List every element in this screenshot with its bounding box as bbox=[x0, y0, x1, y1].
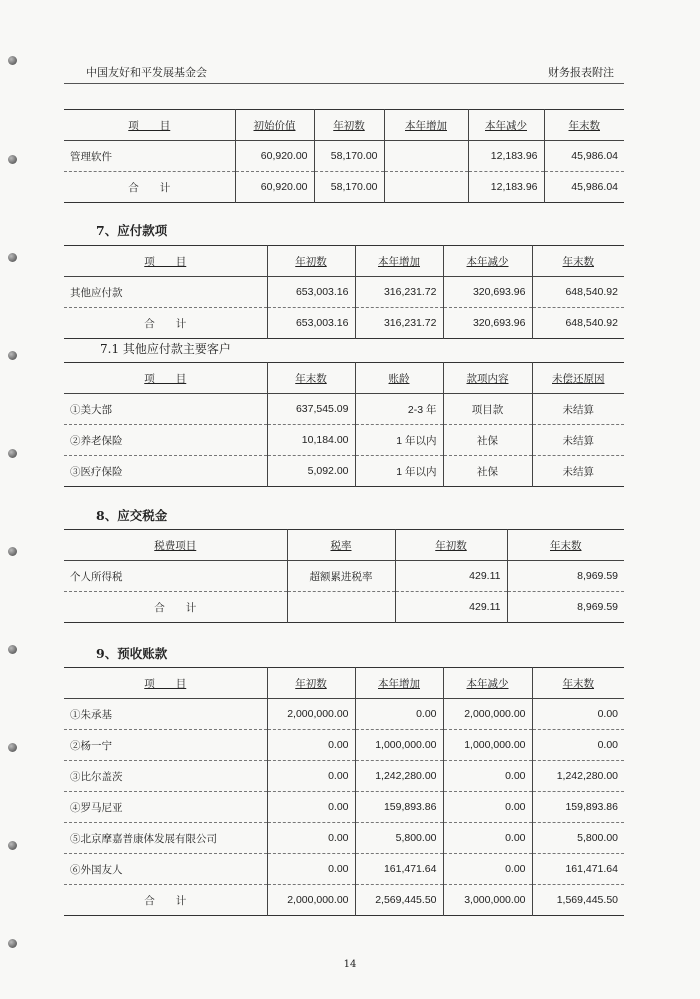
binder-hole bbox=[8, 743, 17, 752]
cell: 其他应付款 bbox=[64, 277, 267, 308]
cell bbox=[384, 172, 468, 203]
cell: 合 计 bbox=[154, 601, 197, 614]
col-header: 本年减少 bbox=[466, 677, 509, 690]
cell: 合 计 bbox=[128, 181, 171, 194]
cell: 0.00 bbox=[443, 792, 532, 823]
cell: 2,000,000.00 bbox=[267, 699, 355, 730]
binder-hole bbox=[8, 939, 17, 948]
total-row bbox=[64, 308, 624, 339]
col-header: 年末数 bbox=[562, 255, 594, 268]
cell: 161,471.64 bbox=[355, 854, 443, 885]
cell: ③医疗保险 bbox=[70, 465, 123, 478]
col-header: 项 目 bbox=[128, 119, 171, 132]
cell: ③比尔盖茨 bbox=[64, 761, 267, 792]
col-header: 初始价值 bbox=[253, 119, 296, 132]
section-title: 9、预收账款 bbox=[96, 646, 168, 661]
cell: 1,000,000.00 bbox=[443, 730, 532, 761]
advance-receipts-table bbox=[64, 667, 624, 916]
cell: 0.00 bbox=[267, 761, 355, 792]
table-row bbox=[64, 141, 624, 172]
cell: 1 年以内 bbox=[355, 425, 443, 456]
col-header: 年初数 bbox=[333, 119, 365, 132]
cell: ①朱承基 bbox=[64, 699, 267, 730]
cell: 2,000,000.00 bbox=[267, 885, 355, 916]
cell: 12,183.96 bbox=[468, 172, 544, 203]
cell bbox=[287, 592, 395, 623]
col-header: 年末数 bbox=[562, 677, 594, 690]
col-header: 年末数 bbox=[295, 372, 327, 385]
table-row bbox=[64, 425, 624, 456]
col-header: 税率 bbox=[330, 539, 352, 552]
cell: 0.00 bbox=[267, 730, 355, 761]
cell: 5,800.00 bbox=[355, 823, 443, 854]
table-row bbox=[64, 854, 624, 885]
cell: 未结算 bbox=[532, 425, 624, 456]
section-title: 8、应交税金 bbox=[96, 508, 168, 523]
cell: 648,540.92 bbox=[532, 277, 624, 308]
binder-hole bbox=[8, 253, 17, 262]
cell: 合 计 bbox=[144, 894, 187, 907]
cell: 未结算 bbox=[532, 456, 624, 487]
section-title: 7.1 其他应付款主要客户 bbox=[100, 342, 231, 356]
cell: 161,471.64 bbox=[532, 854, 624, 885]
cell: 0.00 bbox=[532, 699, 624, 730]
cell: 159,893.86 bbox=[532, 792, 624, 823]
col-header: 本年增加 bbox=[378, 255, 420, 268]
col-header: 年初数 bbox=[435, 539, 467, 552]
binder-hole bbox=[8, 547, 17, 556]
table-row bbox=[64, 730, 624, 761]
cell: 648,540.92 bbox=[532, 308, 624, 339]
cell: 10,184.00 bbox=[267, 425, 355, 456]
col-header: 年初数 bbox=[295, 677, 327, 690]
col-header: 项 目 bbox=[144, 372, 187, 385]
table-row bbox=[64, 761, 624, 792]
header-rule bbox=[64, 83, 624, 84]
page-number: 14 bbox=[343, 959, 357, 970]
col-header: 年初数 bbox=[295, 255, 327, 268]
col-header: 本年减少 bbox=[466, 255, 509, 268]
binder-hole bbox=[8, 449, 17, 458]
cell: 8,969.59 bbox=[507, 592, 624, 623]
table-header-row bbox=[64, 246, 624, 277]
cell: 0.00 bbox=[267, 792, 355, 823]
cell: 637,545.09 bbox=[267, 394, 355, 425]
cell: 1,242,280.00 bbox=[532, 761, 624, 792]
binder-hole bbox=[8, 351, 17, 360]
cell: 未结算 bbox=[532, 394, 624, 425]
cell: ⑥外国友人 bbox=[64, 854, 267, 885]
table-row bbox=[64, 699, 624, 730]
payables-table bbox=[64, 245, 624, 339]
cell: 0.00 bbox=[267, 823, 355, 854]
cell: 3,000,000.00 bbox=[443, 885, 532, 916]
cell: 58,170.00 bbox=[314, 141, 384, 172]
cell: 45,986.04 bbox=[544, 172, 624, 203]
cell: 项目款 bbox=[443, 394, 532, 425]
cell: 1,569,445.50 bbox=[532, 885, 624, 916]
cell: 316,231.72 bbox=[355, 308, 443, 339]
cell: 社保 bbox=[443, 425, 532, 456]
cell: 5,092.00 bbox=[267, 456, 355, 487]
cell: 5,800.00 bbox=[532, 823, 624, 854]
col-header: 项 目 bbox=[144, 255, 187, 268]
cell: 653,003.16 bbox=[267, 277, 355, 308]
binder-hole bbox=[8, 56, 17, 65]
cell: 0.00 bbox=[355, 699, 443, 730]
cell: 60,920.00 bbox=[235, 172, 314, 203]
cell: 320,693.96 bbox=[443, 277, 532, 308]
col-header: 本年增加 bbox=[405, 119, 447, 132]
org-name: 中国友好和平发展基金会 bbox=[86, 66, 207, 79]
doc-title: 财务报表附注 bbox=[548, 66, 614, 79]
cell: 个人所得税 bbox=[64, 561, 287, 592]
table-row bbox=[64, 394, 624, 425]
table-header-row bbox=[64, 668, 624, 699]
section-title: 7、应付款项 bbox=[96, 223, 168, 238]
cell: 316,231.72 bbox=[355, 277, 443, 308]
table-header-row bbox=[64, 363, 624, 394]
cell: 320,693.96 bbox=[443, 308, 532, 339]
cell: 45,986.04 bbox=[544, 141, 624, 172]
table-header-row bbox=[64, 110, 624, 141]
table-header-row bbox=[64, 530, 624, 561]
cell: 2-3 年 bbox=[355, 394, 443, 425]
col-header: 年末数 bbox=[550, 539, 582, 552]
table-row bbox=[64, 561, 624, 592]
col-header: 本年减少 bbox=[485, 119, 527, 132]
cell: 1 年以内 bbox=[355, 456, 443, 487]
cell: 2,000,000.00 bbox=[443, 699, 532, 730]
cell: 1,000,000.00 bbox=[355, 730, 443, 761]
col-header: 本年增加 bbox=[378, 677, 420, 690]
table-row bbox=[64, 277, 624, 308]
col-header: 款项内容 bbox=[466, 372, 509, 385]
cell: 60,920.00 bbox=[235, 141, 314, 172]
cell: ②杨一宁 bbox=[64, 730, 267, 761]
cell bbox=[384, 141, 468, 172]
cell: 653,003.16 bbox=[267, 308, 355, 339]
total-row bbox=[64, 172, 624, 203]
cell: ①美大部 bbox=[64, 394, 267, 425]
total-row bbox=[64, 885, 624, 916]
cell: 58,170.00 bbox=[314, 172, 384, 203]
binder-hole bbox=[8, 645, 17, 654]
col-header: 未偿还原因 bbox=[552, 372, 605, 385]
cell: 0.00 bbox=[443, 854, 532, 885]
cell: 超额累进税率 bbox=[287, 561, 395, 592]
binder-hole bbox=[8, 155, 17, 164]
binder-hole bbox=[8, 841, 17, 850]
cell: 0.00 bbox=[443, 823, 532, 854]
cell: 8,969.59 bbox=[507, 561, 624, 592]
cell: 1,242,280.00 bbox=[355, 761, 443, 792]
cell: 429.11 bbox=[395, 592, 507, 623]
cell: 159,893.86 bbox=[355, 792, 443, 823]
col-header: 税费项目 bbox=[154, 539, 197, 552]
total-row bbox=[64, 592, 624, 623]
cell: ⑤北京摩嘉普康体发展有限公司 bbox=[64, 823, 267, 854]
cell: 2,569,445.50 bbox=[355, 885, 443, 916]
cell: 社保 bbox=[443, 456, 532, 487]
cell: ②养老保险 bbox=[64, 425, 267, 456]
cell: 0.00 bbox=[267, 854, 355, 885]
table-row bbox=[64, 792, 624, 823]
cell: 0.00 bbox=[532, 730, 624, 761]
taxes-table bbox=[64, 529, 624, 623]
table-row bbox=[64, 456, 624, 487]
col-header: 项 目 bbox=[144, 677, 187, 690]
software-table bbox=[64, 109, 624, 203]
cell: 管理软件 bbox=[64, 141, 235, 172]
cell: 429.11 bbox=[395, 561, 507, 592]
cell: 合 计 bbox=[144, 317, 187, 330]
table-row bbox=[64, 823, 624, 854]
cell: 12,183.96 bbox=[468, 141, 544, 172]
cell: 0.00 bbox=[443, 761, 532, 792]
main-customers-table bbox=[64, 362, 624, 487]
col-header: 账龄 bbox=[388, 372, 410, 385]
cell: ④罗马尼亚 bbox=[64, 792, 267, 823]
col-header: 年末数 bbox=[568, 119, 600, 132]
